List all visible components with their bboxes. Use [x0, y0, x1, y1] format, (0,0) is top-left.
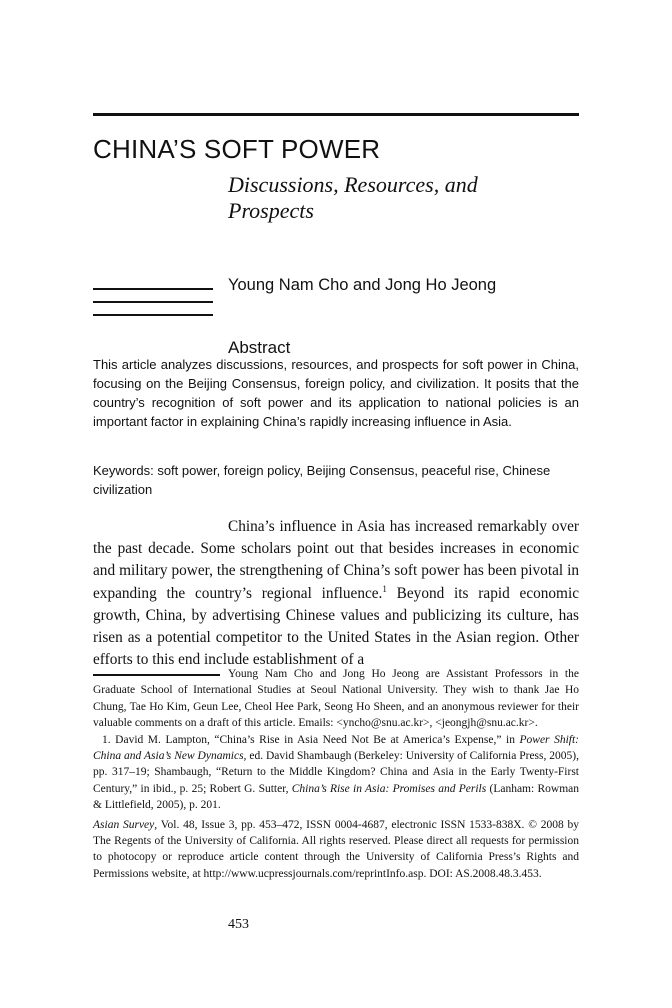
body-paragraph [93, 516, 579, 671]
article-authors: Young Nam Cho and Jong Ho Jeong [228, 276, 497, 294]
source-note [93, 817, 579, 883]
author-affiliation-note: Young Nam Cho and Jong Ho Jeong are Assistant Professors in the Graduate School of International Studies at Seoul National University. They wish to thank Jae Ho Chung, Tae Ho Kim, Geun Lee, Cheol Hee Park, Seong Ho Sheen, and an anonymous reviewer for their valuable comments on a draft of this article. Emails: <yncho@snu.ac.kr>, <jeongjh@snu.ac.kr>. [93, 668, 579, 730]
footnote-1 [93, 732, 579, 814]
author-rule-2 [93, 301, 213, 303]
source-details: , Vol. 48, Issue 3, pp. 453–472, ISSN 0004-4687, electronic ISSN 1533-838X. © 2008 by The Regents of the University of California. All rights reserved. Please direct all requests for permission to photocopy or reproduce article content through the University of California Press’s Rights and Permissions website, at http://www.ucpressjournals.com/reprintInfo.asp. DOI: AS.2008.48.3.453. [93, 818, 579, 880]
abstract-text: This article analyzes discussions, resources, and prospects for soft power in China, focusing on the Beijing Consensus, foreign policy, and civilization. It posits that the country’s recognition of soft power and its application to national policies is an important factor in explaining China’s rapidly increasing influence in Asia. [93, 357, 579, 429]
subtitle-line-2: Prospects [228, 198, 314, 223]
journal-name: Asian Survey [93, 818, 155, 831]
body-text-end: Beyond its rapid economic growth, China, by advertising Chinese values and publicizing its culture, has risen as a potential competitor to the United States in the Asian region. Other efforts to this end include establishment of a [93, 584, 579, 669]
keywords [93, 461, 579, 499]
footnote-1-part: , ed. David Shambaugh (Berkeley: University of California Press, 2005), pp. 317–19; Shambaugh, “Return to the Middle Kingdom? China and Asia in the Early Twenty-First Century,” in ibid., p. 25; Robert G. Sutter, [93, 750, 579, 795]
article-title: CHINA’S SOFT POWER [93, 134, 381, 164]
top-rule [93, 113, 579, 116]
footnote-1-book-title: China’s Rise in Asia: Promises and Perils [291, 782, 487, 795]
body-text [93, 516, 579, 671]
footnote-ref-1: 1 [382, 583, 387, 594]
footnote-1-part: (Lanham: Rowman & Littlefield, 2005), p. 201. [93, 782, 579, 812]
author-rule-1 [93, 288, 213, 290]
abstract-heading: Abstract [228, 338, 291, 357]
keywords-list: soft power, foreign policy, Beijing Consensus, peaceful rise, Chinese civilization [93, 463, 551, 497]
footnotes [93, 666, 579, 882]
keywords-label: Keywords: [93, 463, 154, 478]
author-rule-3 [93, 314, 213, 316]
page-number: 453 [228, 917, 249, 932]
body-text-start: China’s influence in Asia has increased remarkably over the past decade. Some scholars point out that besides increases in economic and military power, the strengthening of China’s soft power has been pivotal in expanding the country’s regional influence. [93, 518, 579, 602]
subtitle-line-1: Discussions, Resources, and [228, 172, 478, 197]
footnote-1-book-title: Power Shift: China and Asia’s New Dynamics [93, 733, 579, 763]
footnote-1-part: 1. David M. Lampton, “China’s Rise in Asia Need Not Be at America’s Expense,” in [102, 733, 520, 746]
article-subtitle [228, 172, 528, 224]
